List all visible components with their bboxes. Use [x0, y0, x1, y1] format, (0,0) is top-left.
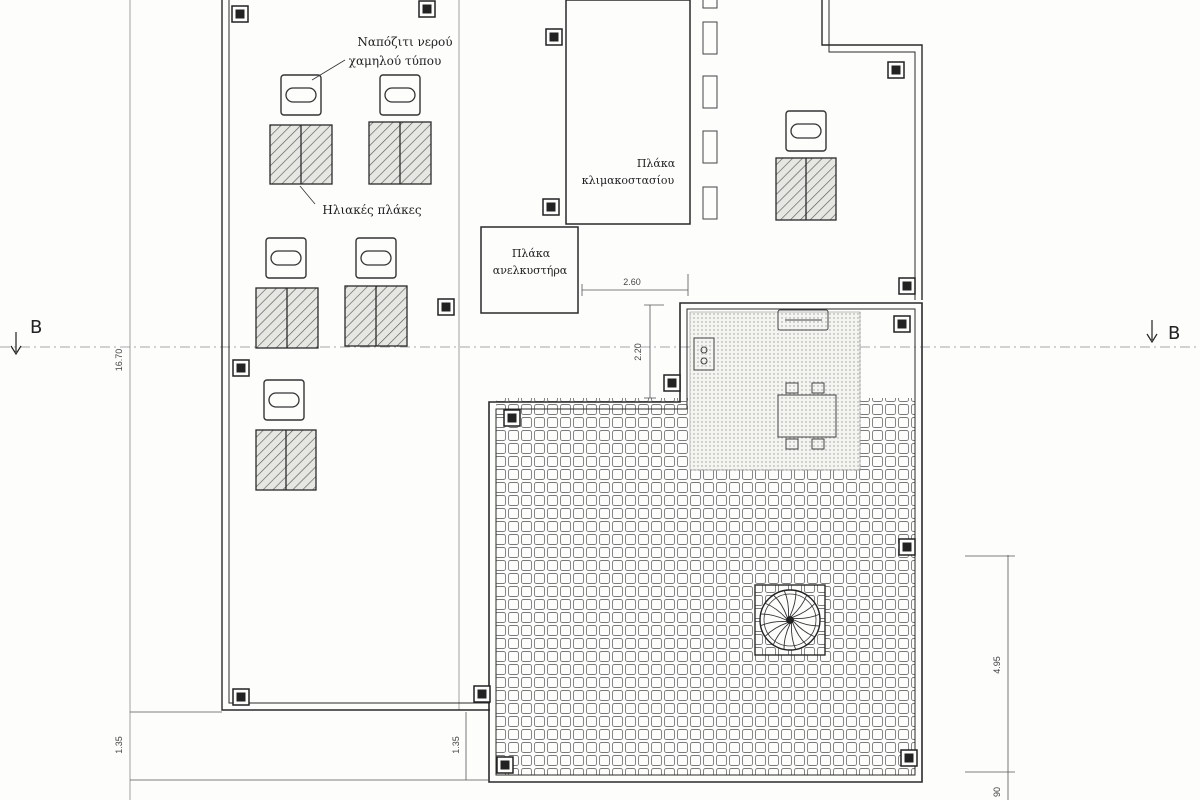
- water-heater-label-2: χαμηλού τύπου: [348, 54, 442, 68]
- dim-center-offset: 1.35: [451, 736, 461, 754]
- elevator-slab: [481, 227, 578, 313]
- terrace: [489, 303, 922, 782]
- section-label-left: B: [30, 317, 43, 338]
- section-marker-left: [11, 317, 42, 354]
- spiral-staircase: [755, 585, 825, 655]
- elevator-label-1: Πλάκα: [511, 247, 551, 260]
- water-heater-label-1: Ναπόζιτι νερού: [357, 35, 453, 49]
- dim-slab-width: 2.60: [623, 277, 641, 287]
- stairwell-label-2: κλιμακοστασίου: [581, 174, 675, 187]
- section-markers: [11, 317, 1180, 354]
- vent-openings: [703, 0, 717, 219]
- elevator-label-2: ανελκυστήρα: [492, 264, 568, 277]
- section-label-right: B: [1168, 323, 1181, 344]
- dim-right-bottom: 90: [992, 786, 1002, 798]
- dim-right-height: 4.95: [992, 656, 1002, 674]
- dim-overall-height: 16.70: [114, 348, 124, 372]
- dim-left-offset: 1.35: [114, 736, 124, 754]
- dim-step-height: 2.20: [633, 343, 643, 361]
- section-marker-right: [1147, 320, 1180, 344]
- solar-panels-label: Ηλιακές πλάκες: [322, 203, 422, 217]
- stairwell-slab: [566, 0, 690, 224]
- stairwell-label-1: Πλάκα: [636, 157, 676, 170]
